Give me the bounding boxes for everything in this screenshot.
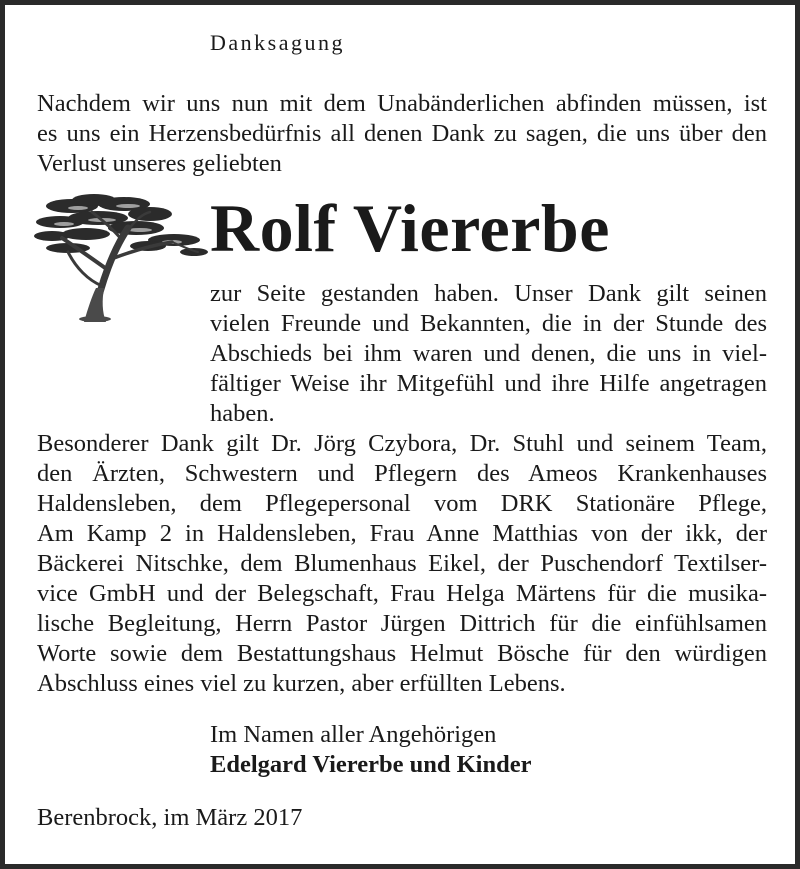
body-line: Am Kamp 2 in Haldensleben, Frau Anne Matthias von der ikk, der	[37, 520, 767, 547]
body-line: lische Begleitung, Herrn Pastor Jürgen Dittrich für die einfühlsamen	[37, 610, 767, 637]
intro-line: Nachdem wir uns nun mit dem Unabänderlichen abfinden müssen, ist	[37, 90, 767, 117]
body-line: Besonderer Dank gilt Dr. Jörg Czybora, Dr. Stuhl und seinem Team,	[37, 430, 767, 457]
body-line: den Ärzten, Schwestern und Pflegern des Ameos Krankenhauses	[37, 460, 767, 487]
body-line: Bäckerei Nitschke, dem Blumenhaus Eikel, der Puschendorf Textilser-	[37, 550, 767, 577]
column-line: Abschieds bei ihm waren und denen, die uns in viel-	[210, 340, 767, 367]
column-line: haben.	[210, 400, 275, 427]
notice-heading: Danksagung	[210, 30, 345, 55]
body-line: Abschluss eines viel zu kurzen, aber erfüllten Lebens.	[37, 670, 566, 697]
intro-line: es uns ein Herzensbedürfnis all denen Dank zu sagen, die uns über den	[37, 120, 767, 147]
signature-names: Edelgard Viererbe und Kinder	[210, 751, 532, 778]
column-line: zur Seite gestanden haben. Unser Dank gilt seinen	[210, 280, 767, 307]
column-line: vielen Freunde und Bekannten, die in der Stunde des	[210, 310, 767, 337]
signature-prefix: Im Namen aller Angehörigen	[210, 721, 497, 748]
place-date: Berenbrock, im März 2017	[37, 804, 303, 831]
tree-icon	[32, 188, 208, 322]
body-line: Haldensleben, dem Pflegepersonal vom DRK Stationäre Pflege,	[37, 490, 767, 517]
deceased-name: Rolf Viererbe	[210, 190, 610, 266]
intro-line: Verlust unseres geliebten	[37, 150, 282, 177]
body-line: Worte sowie dem Bestattungshaus Helmut Bösche für den würdigen	[37, 640, 767, 667]
body-line: vice GmbH und der Belegschaft, Frau Helga Märtens für die musika-	[37, 580, 767, 607]
column-line: fältiger Weise ihr Mitgefühl und ihre Hilfe angetragen	[210, 370, 767, 397]
